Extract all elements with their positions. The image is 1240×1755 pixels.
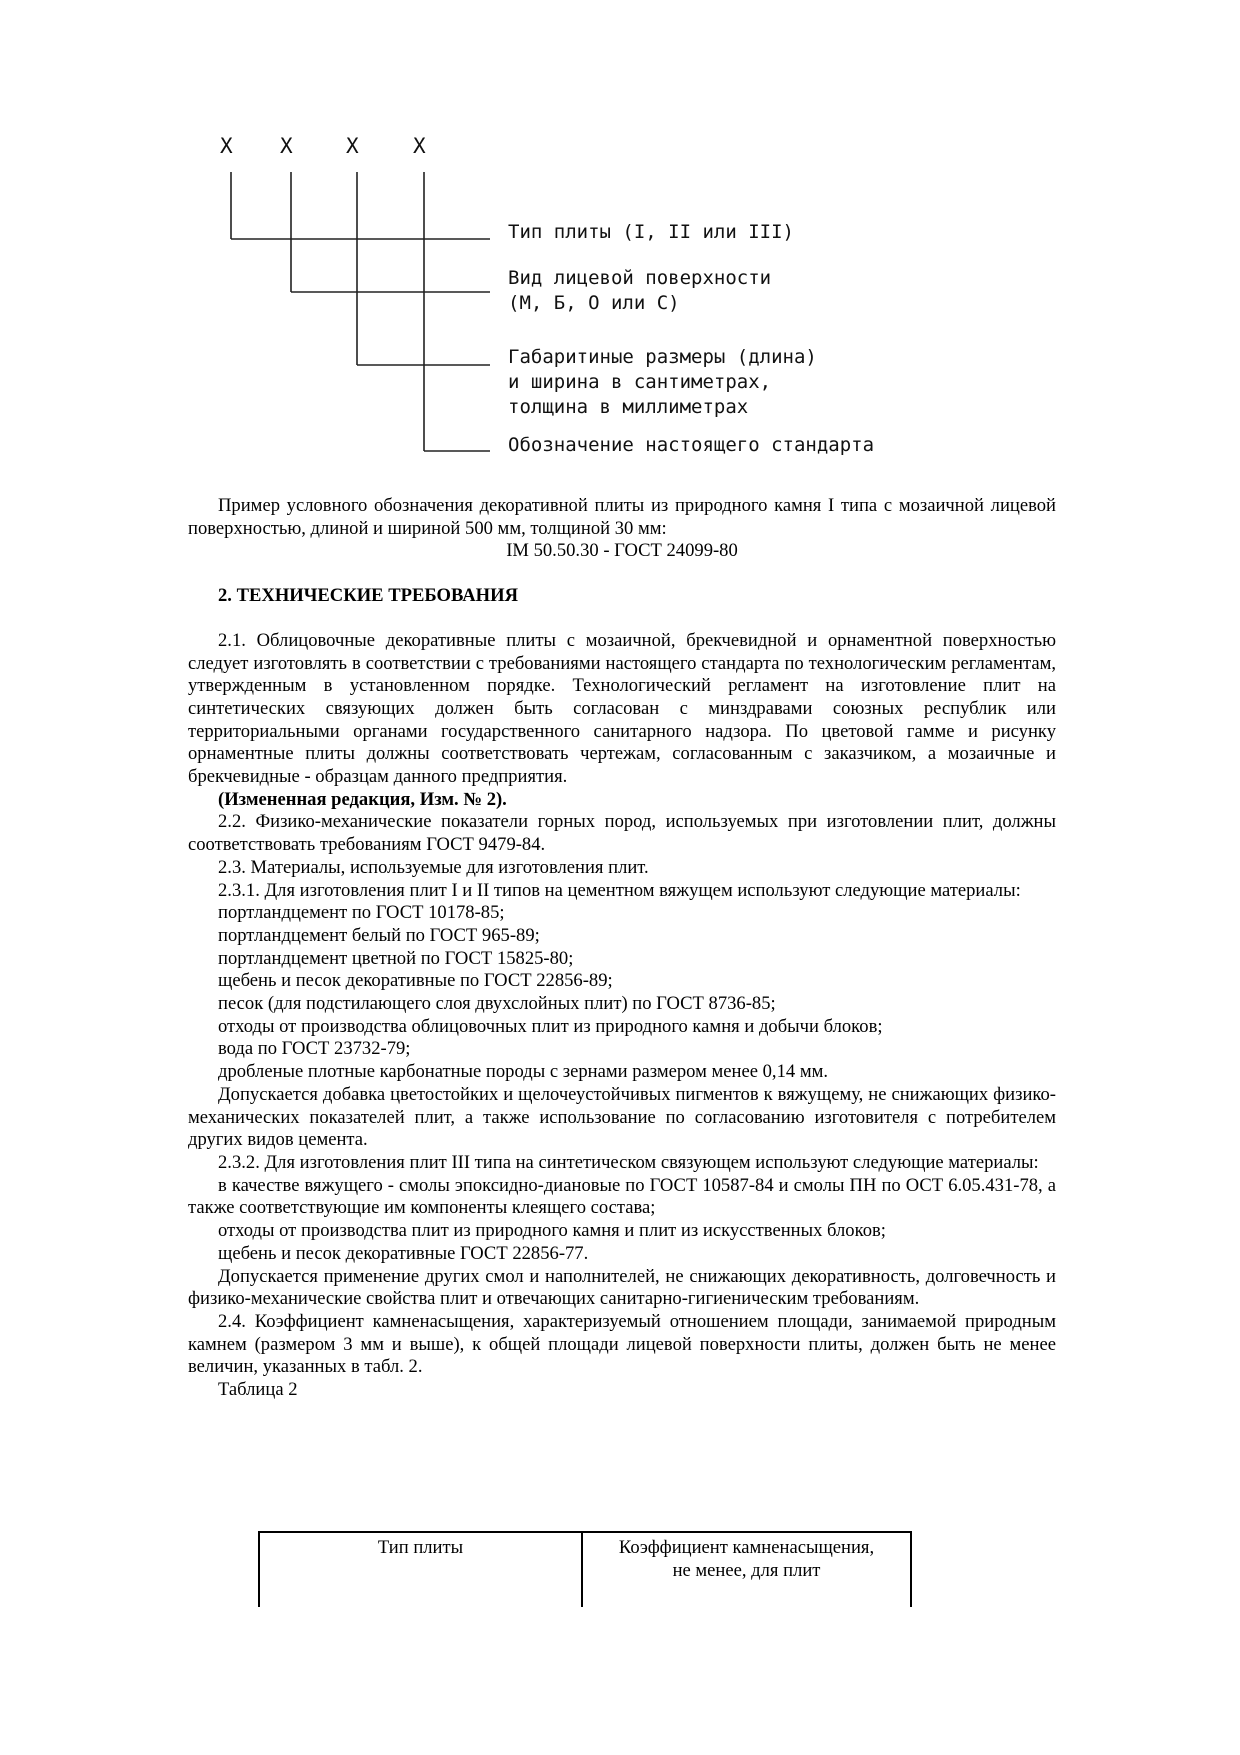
diagram-mark-type: X: [220, 134, 233, 158]
table-2: [258, 1531, 912, 1607]
list-item: щебень и песок декоративные ГОСТ 22856-77.: [218, 1242, 589, 1264]
paragraph-2-3: 2.3. Материалы, используемые для изготовления плит.: [218, 856, 649, 878]
revision-note: (Измененная редакция, Изм. № 2).: [218, 788, 507, 810]
paragraph-2-2: 2.2. Физико-механические показатели горных пород, используемых при изготовлении плит, должны соответствовать требованиям ГОСТ 9479-84.: [188, 811, 1056, 856]
diagram-mark-surface: X: [280, 134, 293, 158]
list-item: отходы от производства плит из природного камня и плит из искусственных блоков;: [218, 1220, 886, 1242]
allowance-paragraph-1: Допускается добавка цветостойких и щелочеустойчивых пигментов к вяжущему, не снижающих физико-механических показателей плит, а также использование по согласованию изготовителя с потребителем других видов цемента.: [188, 1083, 1056, 1151]
diagram-mark-standard: X: [413, 134, 426, 158]
paragraph-2-3-1: 2.3.1. Для изготовления плит I и II типов на цементном вяжущем используют следующие материалы:: [218, 879, 1021, 901]
table-header-coefficient: Коэффициент камненасыщения, не менее, для плит: [618, 1537, 875, 1581]
list-item: портландцемент по ГОСТ 10178-85;: [218, 902, 505, 924]
section-heading: 2. ТЕХНИЧЕСКИЕ ТРЕБОВАНИЯ: [218, 585, 519, 607]
diagram-mark-size: X: [346, 134, 359, 158]
document-body: [188, 495, 1056, 1402]
designation-diagram: [190, 130, 890, 480]
diagram-label-size: Габаритиные размеры (длина) и ширина в сантиметрах, толщина в миллиметрах: [508, 346, 817, 418]
table-header-plate-type: Тип плиты: [260, 1533, 583, 1607]
example-designation: IM 50.50.30 - ГОСТ 24099-80: [506, 540, 738, 562]
diagram-label-surface: Вид лицевой поверхности (М, Б, О или С): [508, 267, 772, 314]
list-item: портландцемент белый по ГОСТ 965-89;: [218, 924, 540, 946]
list-item: дробленые плотные карбонатные породы с зернами размером менее 0,14 мм.: [218, 1061, 828, 1083]
paragraph-2-1: 2.1. Облицовочные декоративные плиты с мозаичной, брекчевидной и орнаментной поверхностью следует изготовлять в соответствии с требованиями настоящего стандарта по технологическим регламентам, утвержденным в установленном порядке. Технологический регламент на изготовление плит на синтетических связующих должен быть согласован с минздравами союзных республик или территориальными органами государственного санитарного надзора. По цветовой гамме и рисунку орнаментные плиты должны соответствовать чертежам, согласованным с заказчиком, а мозаичные и брекчевидные - образцам данного предприятия.: [188, 629, 1056, 788]
diagram-label-type: Тип плиты (I, II или III): [508, 221, 794, 243]
list-item: песок (для подстилающего слоя двухслойных плит) по ГОСТ 8736-85;: [218, 993, 776, 1015]
table-caption: Таблица 2: [218, 1379, 298, 1401]
list-item: портландцемент цветной по ГОСТ 15825-80;: [218, 947, 574, 969]
diagram-label-standard: Обозначение настоящего стандарта: [508, 434, 875, 456]
allowance-paragraph-2: Допускается применение других смол и наполнителей, не снижающих декоративность, долговечность и физико-механические свойства плит и отвечающих санитарно-гигиеническим требованиям.: [188, 1265, 1056, 1310]
paragraph-2-4: 2.4. Коэффициент камненасыщения, характеризуемый отношением площади, занимаемой природным камнем (размером 3 мм и выше), к общей площади лицевой поверхности плиты, должен быть не менее величин, указанных в табл. 2.: [188, 1310, 1056, 1378]
binder-paragraph: в качестве вяжущего - смолы эпоксидно-диановые по ГОСТ 10587-84 и смолы ПН по ОСТ 6.05.431-78, а также соответствующие им компоненты клеящего состава;: [188, 1174, 1056, 1219]
paragraph-2-3-2: 2.3.2. Для изготовления плит III типа на синтетическом связующем используют следующие материалы:: [218, 1151, 1039, 1173]
example-text: Пример условного обозначения декоративной плиты из природного камня I типа с мозаичной лицевой поверхностью, длиной и шириной 500 мм, толщиной 30 мм:: [188, 495, 1056, 539]
list-item: щебень и песок декоративные по ГОСТ 22856-89;: [218, 970, 613, 992]
list-item: отходы от производства облицовочных плит из природного камня и добычи блоков;: [218, 1015, 883, 1037]
list-item: вода по ГОСТ 23732-79;: [218, 1038, 411, 1060]
